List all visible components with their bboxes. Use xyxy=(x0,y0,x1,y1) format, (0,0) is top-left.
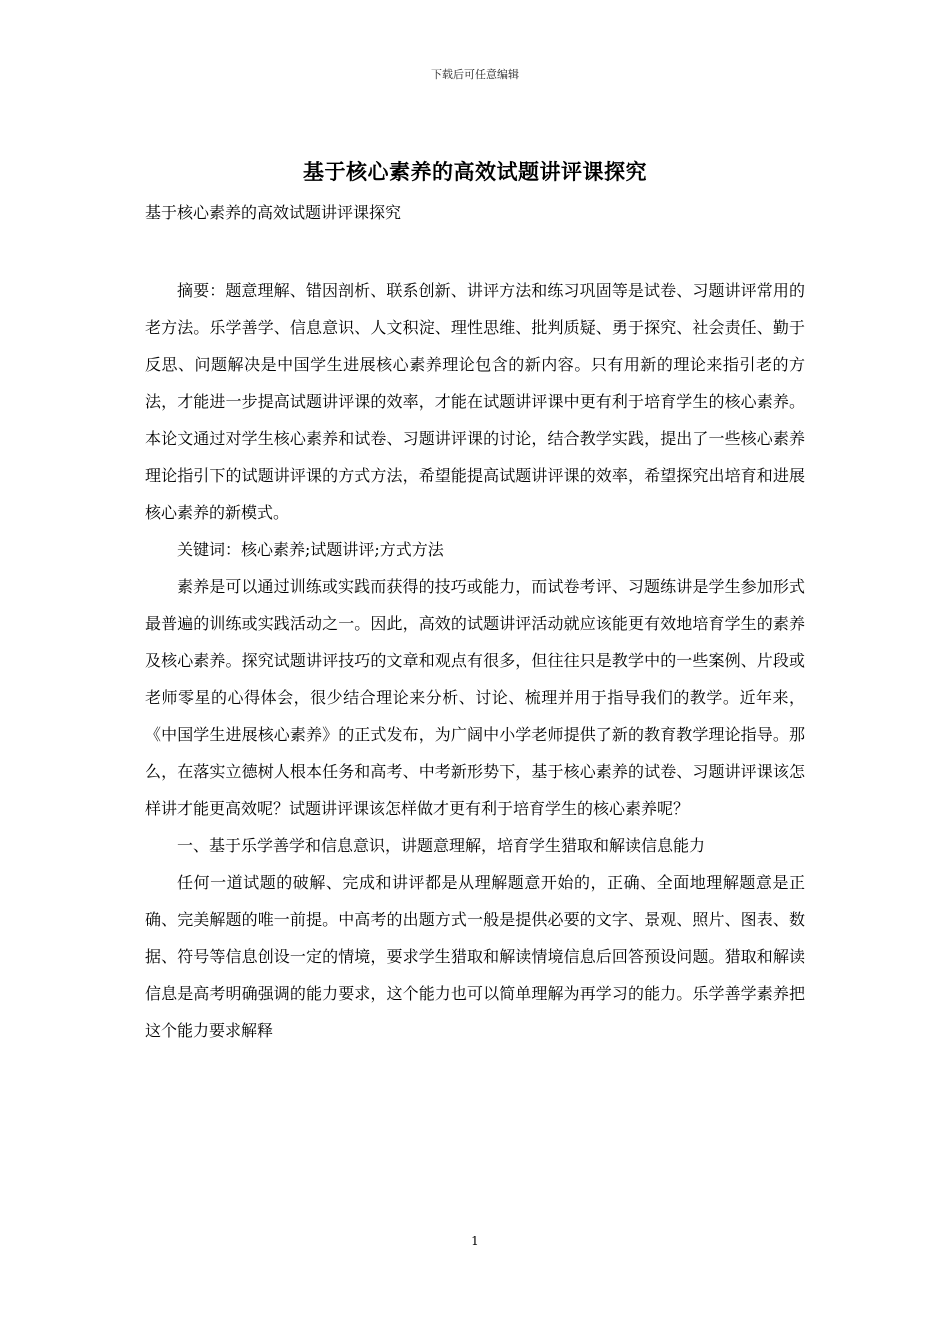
body-paragraph: 素养是可以通过训练或实践而获得的技巧或能力，而试卷考评、习题练讲是学生参加形式最普遍的训练或实践活动之一。因此，高效的试题讲评活动就应该能更有效地培育学生的素养及核心素养。探究试题讲评技巧的文章和观点有很多，但往往只是教学中的一些案例、片段或老师零星的心得体会，很少结合理论来分析、讨论、梳理并用于指导我们的教学。近年来，《中国学生进展核心素养》的正式发布，为广阔中小学老师提供了新的教育教学理论指导。那么，在落实立德树人根本任务和高考、中考新形势下，基于核心素养的试卷、习题讲评课该怎样讲才能更高效呢？试题讲评课该怎样做才更有利于培育学生的核心素养呢？ xyxy=(145,577,805,818)
body-paragraph: 任何一道试题的破解、完成和讲评都是从理解题意开始的，正确、全面地理解题意是正确、完美解题的唯一前提。中高考的出题方式一般是提供必要的文字、景观、照片、图表、数据、符号等信息创设一定的情境，要求学生猎取和解读情境信息后回答预设问题。猎取和解读信息是高考明确强调的能力要求，这个能力也可以简单理解为再学习的能力。乐学善学素养把这个能力要求解释 xyxy=(145,873,805,1040)
keywords-paragraph: 关键词：核心素养;试题讲评;方式方法 xyxy=(177,540,444,559)
document-subtitle: 基于核心素养的高效试题讲评课探究 xyxy=(145,203,402,222)
document-body xyxy=(145,272,805,1049)
abstract-paragraph: 摘要：题意理解、错因剖析、联系创新、讲评方法和练习巩固等是试卷、习题讲评常用的老方法。乐学善学、信息意识、人文积淀、理性思维、批判质疑、勇于探究、社会责任、勤于反思、问题解决是中国学生进展核心素养理论包含的新内容。只有用新的理论来指引老的方法，才能进一步提高试题讲评课的效率，才能在试题讲评课中更有利于培育学生的核心素养。本论文通过对学生核心素养和试卷、习题讲评课的讨论，结合教学实践，提出了一些核心素养理论指引下的试题讲评课的方式方法，希望能提高试题讲评课的效率，希望探究出培育和进展核心素养的新模式。 xyxy=(145,281,805,522)
document-title: 基于核心素养的高效试题讲评课探究 xyxy=(303,159,647,184)
section-heading-1: 一、基于乐学善学和信息意识，讲题意理解，培育学生猎取和解读信息能力 xyxy=(177,836,706,855)
page-header-note: 下载后可任意编辑 xyxy=(431,68,519,81)
page-number: 1 xyxy=(471,1234,479,1248)
